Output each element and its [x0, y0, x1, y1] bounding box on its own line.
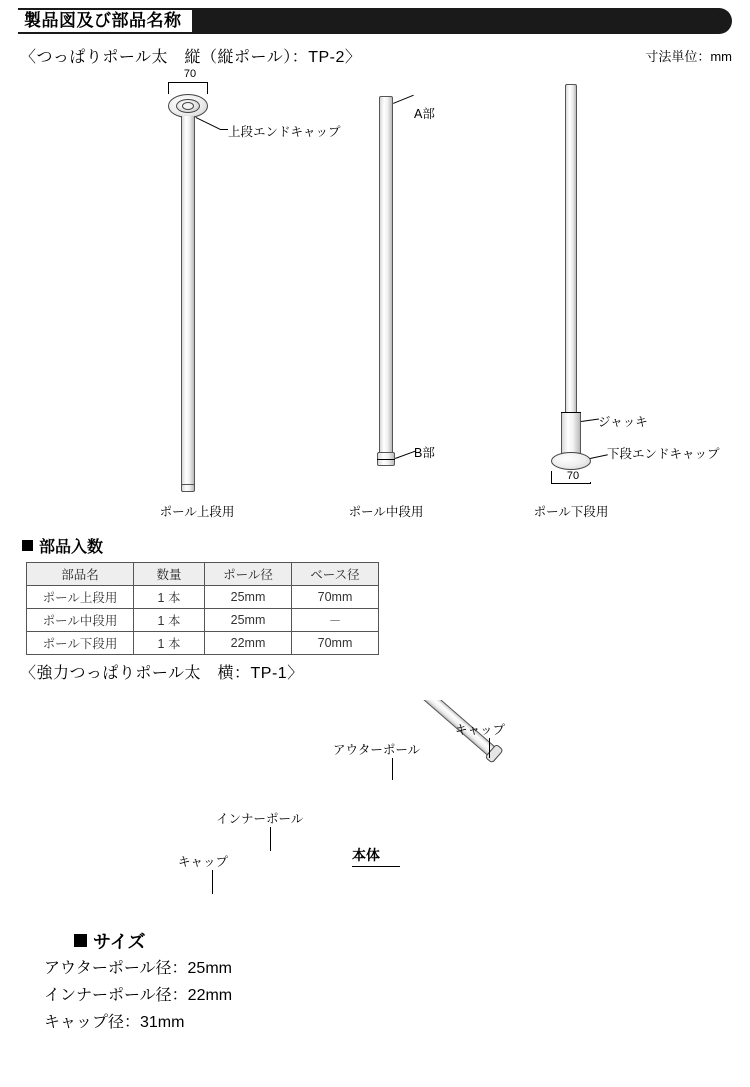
caption-pole-lower: ポール下段用 — [533, 505, 609, 519]
label-inner-pole: インナーポール — [216, 812, 304, 826]
size-item: インナーポール径：22mm — [44, 987, 233, 1004]
leader-cap-top — [489, 738, 490, 758]
caption-pole-upper: ポール上段用 — [159, 505, 235, 519]
size-list — [44, 955, 232, 1036]
section-title-parts-count — [22, 534, 103, 557]
table-cell: 25mm — [205, 586, 292, 609]
dim-tick-right — [207, 82, 208, 94]
leader-inner-pole — [270, 827, 271, 851]
bullet-square-icon — [74, 934, 87, 947]
label-outer-pole: アウターポール — [333, 743, 421, 757]
leader-bottom-end-cap — [590, 454, 608, 459]
label-body: 本体 — [352, 847, 380, 863]
table-cell: 1 本 — [134, 632, 205, 655]
size-item: アウターポール径：25mm — [44, 960, 232, 977]
caption-pole-middle: ポール中段用 — [348, 505, 424, 519]
dim-tick-base-left — [551, 471, 552, 483]
pole-lower-shaft — [565, 90, 577, 414]
leader-top-end-cap — [196, 117, 221, 130]
table-header-cell: ベース径 — [292, 563, 379, 586]
table-cell: 22mm — [205, 632, 292, 655]
size-title-text: サイズ — [93, 932, 146, 952]
pole-middle-shaft — [379, 104, 393, 454]
label-cap-bottom: キャップ — [178, 855, 229, 869]
section-title-horizontal: 〈強力つっぱりポール太 横：TP-1〉 — [20, 665, 304, 682]
unit-note: 寸法単位：mm — [645, 49, 732, 64]
dim-label-base: 70 — [555, 470, 591, 482]
table-cell: － — [292, 609, 379, 632]
table-row — [27, 586, 379, 609]
pole-upper-bottom-end — [181, 484, 195, 492]
parts-count-table — [26, 562, 379, 655]
table-header-cell: 部品名 — [27, 563, 134, 586]
label-part-b: B部 — [414, 446, 435, 460]
underline-body — [352, 866, 400, 867]
table-cell: 1 本 — [134, 586, 205, 609]
section-title-vertical: 〈つっぱりポール太 縦（縦ポール）：TP-2〉 — [20, 49, 362, 66]
section-title-size — [74, 928, 146, 954]
dim-line-top-cap — [168, 82, 208, 83]
table-cell: 70mm — [292, 586, 379, 609]
label-top-end-cap: 上段エンドキャップ — [228, 125, 341, 139]
jack-top-line — [561, 412, 581, 413]
page-title: 製品図及び部品名称 — [18, 10, 192, 32]
table-header-cell: ポール径 — [205, 563, 292, 586]
pole-upper-shaft — [181, 116, 195, 490]
label-part-a: A部 — [414, 107, 435, 121]
leader-outer-pole — [392, 758, 393, 780]
top-end-cap-core — [182, 102, 194, 110]
size-item: キャップ径：31mm — [44, 1014, 185, 1031]
table-header-cell: 数量 — [134, 563, 205, 586]
table-header-row — [27, 563, 379, 586]
table-cell: ポール下段用 — [27, 632, 134, 655]
leader-part-b — [395, 450, 416, 458]
leader-cap-bottom — [212, 870, 213, 894]
dim-tick-left — [168, 82, 169, 94]
label-bottom-end-cap: 下段エンドキャップ — [607, 447, 720, 461]
table-row — [27, 609, 379, 632]
dim-label-top: 70 — [172, 68, 208, 80]
jack-collar — [561, 412, 581, 456]
pole-middle-bottom-line — [377, 459, 395, 460]
leader-part-a — [393, 95, 414, 104]
leader-jack — [581, 418, 599, 421]
table-row — [27, 632, 379, 655]
table-cell: ポール中段用 — [27, 609, 134, 632]
table-cell: 70mm — [292, 632, 379, 655]
parts-count-title-text: 部品入数 — [39, 539, 104, 556]
table-cell: 1 本 — [134, 609, 205, 632]
label-jack: ジャッキ — [598, 415, 648, 429]
bottom-end-cap — [551, 452, 591, 470]
dim-line-base — [551, 483, 591, 484]
table-cell: 25mm — [205, 609, 292, 632]
table-cell: ポール上段用 — [27, 586, 134, 609]
bullet-square-icon — [22, 540, 33, 551]
label-cap-top: キャップ — [455, 723, 506, 737]
leader-top-end-cap-tail — [220, 129, 228, 130]
